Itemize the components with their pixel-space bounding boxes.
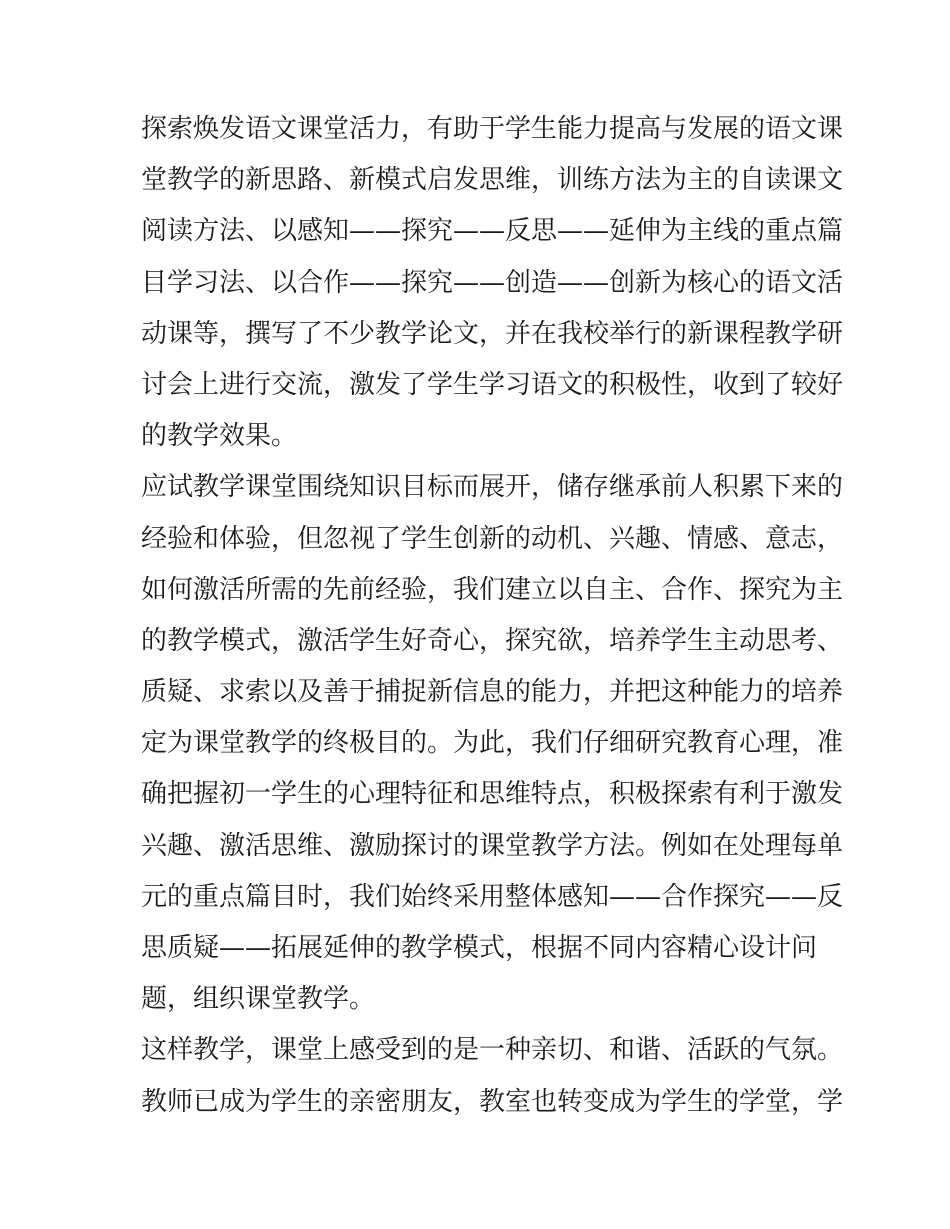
text-line: 动课等，撰写了不少教学论文，并在我校举行的新课程教学研 [141,318,844,349]
text-line: 阅读方法、以感知——探究——反思——延伸为主线的重点篇 [141,216,844,247]
text-line: 应试教学课堂围绕知识目标而展开，储存继承前人积累下来的 [141,472,844,503]
text-line: 探索焕发语文课堂活力，有助于学生能力提高与发展的语文课 [141,114,844,144]
text-line: 讨会上进行交流，激发了学生学习语文的积极性，收到了较好 [141,369,844,400]
text-line: 兴趣、激活思维、激励探讨的课堂教学方法。例如在处理每单 [141,830,844,861]
text-line: 堂教学的新思路、新模式启发思维，训练方法为主的自读课文 [141,165,844,196]
text-line: 这样教学，课堂上感受到的是一种亲切、和谐、活跃的气氛。 [141,1035,844,1066]
text-line: 质疑、求索以及善于捕捉新信息的能力，并把这种能力的培养 [141,677,844,708]
text-line: 目学习法、以合作——探究——创造——创新为核心的语文活 [141,267,844,298]
body-text [141,104,844,1128]
text-line: 题，组织课堂教学。 [141,984,376,1015]
text-line: 如何激活所需的先前经验，我们建立以自主、合作、探究为主 [141,574,844,605]
text-line: 的教学效果。 [141,421,298,452]
text-line: 定为课堂教学的终极目的。为此，我们仔细研究教育心理，准 [141,728,844,759]
text-line: 元的重点篇目时，我们始终采用整体感知——合作探究——反 [141,881,844,912]
text-line: 的教学模式，激活学生好奇心，探究欲，培养学生主动思考、 [141,625,844,656]
text-line: 教师已成为学生的亲密朋友，教室也转变成为学生的学堂，学 [141,1086,844,1117]
text-line: 经验和体验，但忽视了学生创新的动机、兴趣、情感、意志， [141,523,844,554]
text-line: 思质疑——拓展延伸的教学模式，根据不同内容精心设计问 [141,933,818,963]
text-line: 确把握初一学生的心理特征和思维特点，积极探索有利于激发 [141,779,844,810]
